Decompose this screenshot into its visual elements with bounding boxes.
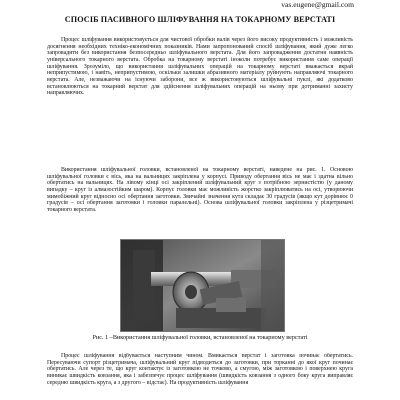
lathe-grinding-photo-graphic (121, 240, 284, 331)
paragraph-description: Використання шліфувальної головки, встановленої на токарному верстаті, наведене на рис. 1. Основою шліфувальної головки є вісь, яка на вальницях закріплена у корпусі. Приводу обертання вісь не має і здатна вільно обертатись на вальницях. На лівому кінці осі закріплений шліфувальний круг з потрібною зернистістю (у даному випадку – круг із алмазостійким шаром). Корпус головки має можливість жорстко закріплюватись на осі, утворюючи мимобіжний круг відносно осі обертання заготовки. Звичайні значення кута складає 30 градусів (якщо кут дорівнює 0 градусів – осі обертання заготовки і головки паралельні). Основа шліфувальної головки закріплена у різцетримачі токарного верстата. (47, 167, 353, 213)
paragraph-intro: Процес шліфування використовується для чистової обробки валів через його високу продуктивність і можливість досягнення необхідних техніко-економічних показників. Нами запропонований спосіб шліфування, який дуже легко запровадити без використання безпосередньо шліфувального верстата. Для його запровадження достатня наявність універсального токарного верстата. Обробка на токарному верстаті іноколи потребує використання саме операції шліфування. Зрозуміло, що використання шліфувальних операцій на токарному верстаті вважається вкрай неприпустимою, і навіть, неприпустимою, оскільки залишки абразивного матеріалу руйнують направляючі токарного верстата. Але, незважаючи на існуючи заборони, все ж використовуються шліфувальні пуклі, які додатково встановлюються на токарний верстат для здійснення шліфувальних операцій на ньому при дотриманні захисту направляючих. (47, 37, 353, 97)
paragraph-process: Процес шліфування відбувається наступним чином. Вмикається верстат і заготовка починає обертатись. Пересуваючи супорт різцетримача, шліфувальний круг підводиться до заготовки, при торканні до якої круг починає обертатись. Але через те, що круг контактує із заготовкою не точково, а смугою, між заготовкою і поверхнею круга виникає швидкість ковзання, яка і забезпечує процес шліфування (швидкість ковзання з одного боку круга виправляє середню швидкість круга, а з другого – відстає). На продуктивність шліфування (47, 353, 353, 386)
author-email: vas.eugene@gmail.com (281, 0, 354, 9)
paper-title: СПОСІБ ПАСИВНОГО ШЛІФУВАННЯ НА ТОКАРНОМУ ВЕРСТАТІ (64, 15, 336, 24)
lathe-grinding-photo (120, 239, 285, 332)
figure-caption: Рис. 1 –Використання шліфувальної головки, встановленої на токарному верстаті (92, 334, 308, 341)
